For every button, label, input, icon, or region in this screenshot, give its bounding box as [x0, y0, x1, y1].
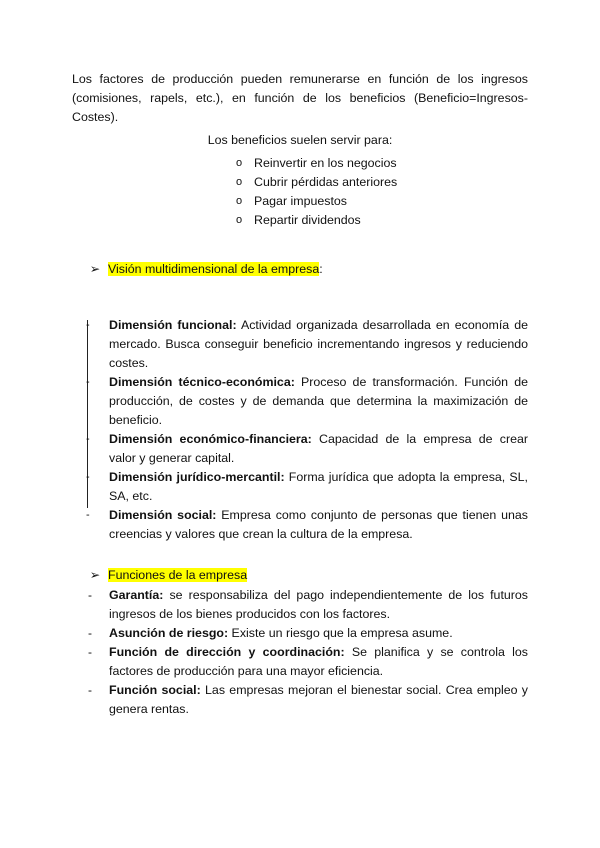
list-item [72, 643, 528, 681]
section-title: Funciones de la empresa [108, 568, 248, 582]
dash-bullet-icon: - [86, 471, 90, 483]
list-item: o Cubrir pérdidas anteriores [236, 173, 528, 192]
dimension-term: Dimensión social: [109, 508, 217, 522]
function-term: Función social: [109, 683, 201, 697]
dimension-text: Proceso de transformación. Función de producción, de costes y de demanda que determina la maximización de beneficio. [109, 375, 528, 427]
dash-bullet-icon: - [86, 376, 90, 388]
arrow-bullet-icon: ➢ [89, 568, 101, 582]
dimension-term: Dimensión técnico-económica: [109, 375, 295, 389]
intro-paragraph: Los factores de producción pueden remunerarse en función de los ingresos (comisiones, rapels, etc.), en función de los beneficios (Beneficio=Ingresos-Costes). [72, 72, 528, 124]
list-item: o Reinvertir en los negocios [236, 154, 528, 173]
section-heading-vision [72, 260, 528, 280]
dash-bullet-icon: - [86, 433, 90, 445]
function-text: Existe un riesgo que la empresa asume. [228, 626, 453, 640]
list-item [72, 316, 528, 373]
function-text: se responsabiliza del pago independientemente de los futuros ingresos de los bienes producidos con los factores. [109, 588, 528, 621]
list-item [72, 373, 528, 430]
dash-bullet-icon: - [88, 626, 92, 640]
dash-bullet-icon: - [86, 509, 90, 521]
dimension-term: Dimensión económico-financiera: [109, 432, 312, 446]
list-item [72, 624, 528, 643]
benefits-list [72, 154, 528, 230]
dimension-text: Actividad organizada desarrollada en economía de mercado. Busca conseguir beneficio incrementando ingresos y reduciendo costes. [109, 318, 528, 370]
dimension-term: Dimensión funcional: [109, 318, 237, 332]
list-item [72, 586, 528, 624]
section-title: Visión multidimensional de la empresa [108, 262, 320, 276]
list-item: o Repartir dividendos [236, 211, 528, 230]
dimensions-list [72, 316, 528, 544]
dash-bullet-icon: - [88, 645, 92, 659]
list-item [72, 681, 528, 719]
section-title-suffix: : [319, 262, 323, 276]
function-text: Se planifica y se controla los factores de producción para una mayor eficiencia. [109, 645, 528, 678]
list-item [72, 468, 528, 506]
document-page [72, 70, 528, 719]
dimension-term: Dimensión jurídico-mercantil: [109, 470, 285, 484]
function-term: Garantía: [109, 588, 164, 602]
benefits-title: Los beneficios suelen servir para: [207, 133, 393, 147]
list-item: o Pagar impuestos [236, 192, 528, 211]
function-term: Asunción de riesgo: [109, 626, 229, 640]
function-term: Función de dirección y coordinación: [109, 645, 345, 659]
dimension-text: Forma jurídica que adopta la empresa, SL, SA, etc. [109, 470, 528, 503]
functions-list [72, 586, 528, 719]
dash-bullet-icon: - [86, 319, 90, 331]
dimension-text: Empresa como conjunto de personas que tienen unas creencias y valores que crean la cultura de la empresa. [109, 508, 528, 541]
dash-bullet-icon: - [88, 683, 92, 697]
list-item [72, 430, 528, 468]
list-item [72, 506, 528, 544]
function-text: Las empresas mejoran el bienestar social. Crea empleo y genera rentas. [109, 683, 528, 716]
arrow-bullet-icon: ➢ [89, 262, 101, 276]
dimension-text: Capacidad de la empresa de crear valor y generar capital. [109, 432, 528, 465]
dash-bullet-icon: - [88, 588, 92, 602]
section-heading-funciones [72, 566, 528, 586]
